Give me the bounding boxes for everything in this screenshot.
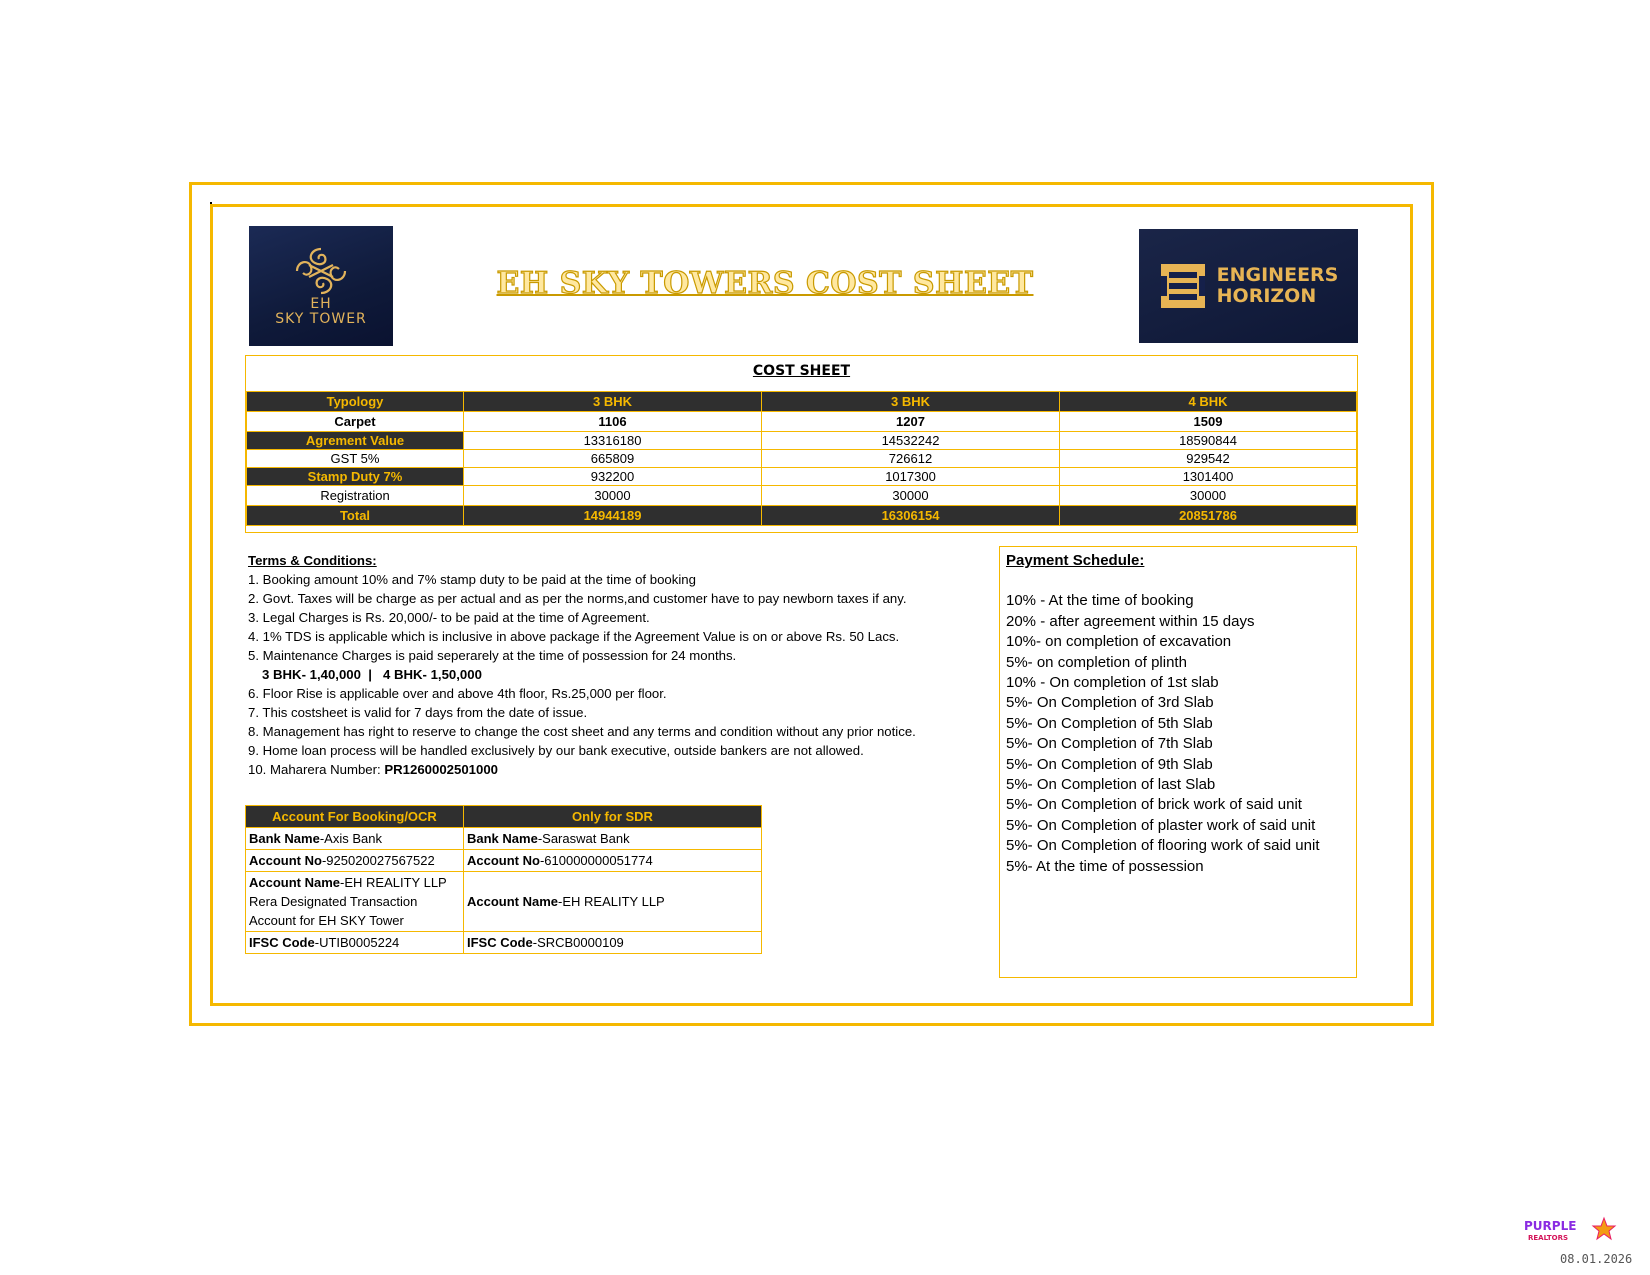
table-cell	[246, 850, 464, 872]
footer-logo-text-1: PURPLE	[1524, 1219, 1577, 1233]
payment-item: 5%- On Completion of 3rd Slab	[1006, 694, 1214, 712]
terms-item: 8. Management has right to reserve to change the cost sheet and any terms and condition without any prior notice.	[248, 724, 916, 739]
table-row	[247, 468, 1357, 486]
table-cell: 13316180	[464, 432, 762, 450]
table-cell	[464, 932, 762, 954]
eh-sky-tower-logo	[249, 226, 393, 346]
terms-item: 5. Maintenance Charges is paid seperarely at the time of possession for 24 months.	[248, 648, 737, 663]
field-value: -Saraswat Bank	[537, 831, 630, 846]
field-value: -UTIB0005224	[314, 935, 400, 950]
table-cell: 14532242	[762, 432, 1060, 450]
table-cell	[246, 872, 464, 932]
payment-item: 5%- On Completion of flooring work of said unit	[1006, 837, 1320, 855]
column-header: Only for SDR	[464, 806, 762, 828]
terms-heading: Terms & Conditions:	[248, 553, 377, 568]
footer-date: 08.01.2026	[1560, 1252, 1633, 1266]
payment-heading: Payment Schedule:	[1006, 552, 1145, 569]
star-icon	[1593, 1218, 1615, 1239]
table-cell: 20851786	[1060, 506, 1357, 526]
column-header: 3 BHK	[762, 392, 1060, 412]
cost-sheet-heading: COST SHEET	[752, 363, 851, 379]
payment-item: 5%- On Completion of last Slab	[1006, 776, 1216, 794]
payment-item: 5%- On Completion of plaster work of said unit	[1006, 816, 1316, 834]
payment-item: 20% - after agreement within 15 days	[1006, 612, 1255, 630]
table-cell: 1207	[762, 412, 1060, 432]
bank-header-row	[246, 806, 762, 828]
table-row	[246, 850, 762, 872]
payment-schedule-section	[999, 546, 1357, 978]
table-header-row	[247, 392, 1357, 412]
table-cell: 932200	[464, 468, 762, 486]
row-label: Registration	[247, 486, 464, 506]
table-cell	[464, 828, 762, 850]
engineers-horizon-logo	[1139, 229, 1358, 343]
table-row	[246, 932, 762, 954]
maintenance-charges: 3 BHK- 1,40,000 | 4 BHK- 1,50,000	[262, 667, 482, 682]
payment-item: 5%- On Completion of 5th Slab	[1006, 714, 1213, 732]
terms-item: 1. Booking amount 10% and 7% stamp duty to be paid at the time of booking	[248, 572, 696, 587]
table-cell: 929542	[1060, 450, 1357, 468]
corner-mark	[210, 202, 212, 204]
row-label: Agrement Value	[247, 432, 464, 450]
terms-item: 9. Home loan process will be handled exclusively by our bank executive, outside bankers are not allowed.	[248, 743, 864, 758]
row-label: GST 5%	[247, 450, 464, 468]
page-title: EH SKY TOWERS COST SHEET	[496, 266, 1034, 301]
table-cell: 726612	[762, 450, 1060, 468]
table-row	[246, 872, 762, 932]
field-value: -SRCB0000109	[532, 935, 624, 950]
table-row	[247, 432, 1357, 450]
cost-sheet-section	[245, 355, 1358, 533]
column-header: Account For Booking/OCR	[246, 806, 464, 828]
table-cell	[246, 932, 464, 954]
terms-item: 3. Legal Charges is Rs. 20,000/- to be paid at the time of Agreement.	[248, 610, 650, 625]
ornament-icon	[291, 245, 351, 297]
logo-right-line1: ENGINEERS	[1216, 264, 1339, 286]
table-row	[247, 486, 1357, 506]
purple-realtors-logo	[1522, 1214, 1622, 1248]
field-value: -Axis Bank	[319, 831, 382, 846]
field-value: -EH REALITY LLP	[340, 875, 447, 890]
field-value: -925020027567522	[321, 853, 435, 868]
terms-item: 4. 1% TDS is applicable which is inclusive in above package if the Agreement Value is on or above Rs. 50 Lacs.	[248, 629, 900, 644]
table-cell: 1017300	[762, 468, 1060, 486]
field-key: Account No	[467, 853, 540, 868]
terms-item: 2. Govt. Taxes will be charge as per actual and as per the norms,and customer have to pay newborn taxes if any.	[248, 591, 907, 606]
field-key: Account Name	[467, 894, 559, 909]
payment-item: 5%- At the time of possession	[1006, 857, 1204, 875]
row-label: Total	[247, 506, 464, 526]
bank-details-table	[245, 805, 762, 954]
table-cell	[464, 850, 762, 872]
payment-item: 10% - At the time of booking	[1006, 592, 1194, 610]
payment-item: 10% - On completion of 1st slab	[1006, 674, 1219, 692]
maharera-number: PR1260002501000	[384, 762, 499, 777]
payment-item: 5%- On Completion of 9th Slab	[1006, 755, 1213, 773]
row-label: Carpet	[247, 412, 464, 432]
table-cell: 665809	[464, 450, 762, 468]
footer-logo-text-2: REALTORS	[1528, 1234, 1569, 1242]
logo-left-line2: SKY TOWER	[275, 311, 367, 327]
account-note: Rera Designated Transaction	[249, 894, 418, 909]
account-note: Account for EH SKY Tower	[249, 913, 404, 928]
field-value: -610000000051774	[539, 853, 653, 868]
field-key: Account Name	[249, 875, 341, 890]
table-cell: 30000	[1060, 486, 1357, 506]
terms-item: 6. Floor Rise is applicable over and above 4th floor, Rs.25,000 per floor.	[248, 686, 667, 701]
field-key: Bank Name	[249, 831, 320, 846]
table-total-row	[247, 506, 1357, 526]
column-header: Typology	[247, 392, 464, 412]
table-cell: 1301400	[1060, 468, 1357, 486]
maharera-label: 10. Maharera Number:	[248, 762, 385, 777]
field-value: -EH REALITY LLP	[558, 894, 665, 909]
maharera-line	[248, 760, 978, 779]
payment-item: 5%- On Completion of 7th Slab	[1006, 735, 1213, 753]
logo-left-line1: EH	[310, 296, 332, 312]
table-cell	[464, 872, 762, 932]
table-cell: 1106	[464, 412, 762, 432]
logo-right-line2: HORIZON	[1216, 285, 1317, 307]
table-row	[246, 828, 762, 850]
table-row	[247, 412, 1357, 432]
cost-table	[246, 391, 1357, 526]
table-cell: 18590844	[1060, 432, 1357, 450]
table-cell: 30000	[762, 486, 1060, 506]
eh-monogram-icon	[1159, 262, 1207, 310]
field-key: IFSC Code	[467, 935, 533, 950]
table-row	[247, 450, 1357, 468]
table-cell: 16306154	[762, 506, 1060, 526]
payment-item: 5%- on completion of plinth	[1006, 653, 1187, 671]
table-cell: 14944189	[464, 506, 762, 526]
field-key: IFSC Code	[249, 935, 315, 950]
table-cell: 30000	[464, 486, 762, 506]
table-cell: 1509	[1060, 412, 1357, 432]
field-key: Account No	[249, 853, 322, 868]
table-cell	[246, 828, 464, 850]
payment-item: 5%- On Completion of brick work of said unit	[1006, 796, 1302, 814]
column-header: 4 BHK	[1060, 392, 1357, 412]
terms-section	[248, 551, 978, 779]
payment-item: 10%- on completion of excavation	[1006, 633, 1232, 651]
terms-item: 7. This costsheet is valid for 7 days from the date of issue.	[248, 705, 588, 720]
column-header: 3 BHK	[464, 392, 762, 412]
field-key: Bank Name	[467, 831, 538, 846]
row-label: Stamp Duty 7%	[247, 468, 464, 486]
